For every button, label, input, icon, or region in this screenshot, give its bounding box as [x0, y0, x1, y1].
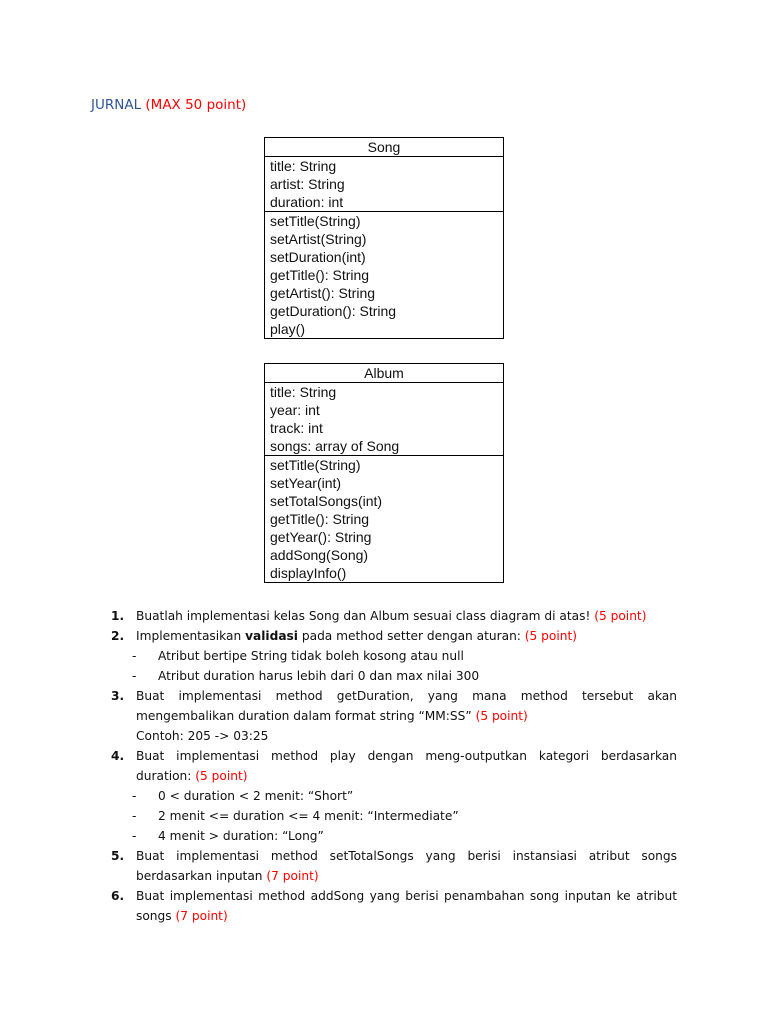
class-method: getTitle(): String [270, 267, 370, 283]
task-subitem [111, 786, 677, 806]
bullet-dash: - [132, 829, 137, 843]
task-list [111, 606, 677, 926]
task-number: 2. [111, 629, 125, 643]
bullet-dash: - [132, 809, 137, 823]
subitem-text: 0 < duration < 2 menit: “Short” [158, 789, 354, 803]
class-attribute: artist: String [270, 176, 345, 192]
class-method: setTitle(String) [270, 213, 361, 229]
task-points: (5 point) [195, 769, 248, 783]
task-text: Buat implementasi method addSong yang berisi penambahan song inputan ke atribut songs [136, 889, 677, 923]
class-attribute: title: String [270, 158, 337, 174]
task-item [111, 746, 677, 786]
class-name: Album [265, 364, 503, 383]
task-text: Buatlah implementasi kelas Song dan Album sesuai class diagram di atas! [136, 609, 591, 623]
task-text-continued: pada method setter dengan aturan: [301, 629, 521, 643]
task-text: Implementasikan [136, 629, 242, 643]
task-points: (7 point) [175, 909, 228, 923]
class-attribute: title: String [270, 384, 337, 400]
class-method: getYear(): String [270, 529, 372, 545]
task-keyword: validasi [245, 629, 298, 643]
task-subitem [111, 806, 677, 826]
task-text: Buat implementasi method setTotalSongs yang berisi instansiasi atribut songs berdasarkan inputan [136, 849, 677, 883]
subitem-text: 2 menit <= duration <= 4 menit: “Intermediate” [158, 809, 459, 823]
task-points: (5 point) [475, 709, 528, 723]
max-points: (MAX 50 point) [145, 97, 247, 113]
class-method: addSong(Song) [270, 547, 369, 563]
task-item [111, 886, 677, 926]
task-number: 5. [111, 849, 125, 863]
task-subitem [111, 646, 677, 666]
class-attribute: year: int [270, 402, 320, 418]
subitem-text: Atribut bertipe String tidak boleh kosong atau null [158, 649, 464, 663]
task-number: 1. [111, 609, 125, 623]
bullet-dash: - [132, 669, 137, 683]
task-points: (5 point) [594, 609, 647, 623]
album-class-diagram [264, 363, 504, 583]
subitem-text: 4 menit > duration: “Long” [158, 829, 324, 843]
subitem-text: Atribut duration harus lebih dari 0 dan max nilai 300 [158, 669, 480, 683]
class-method: setArtist(String) [270, 231, 367, 247]
task-example: Contoh: 205 -> 03:25 [136, 729, 269, 743]
class-method: setYear(int) [270, 475, 342, 491]
task-text: Buat implementasi method play dengan meng-outputkan kategori berdasarkan duration: [136, 749, 677, 783]
bullet-dash: - [132, 649, 137, 663]
class-method: setDuration(int) [270, 249, 366, 265]
class-attributes [265, 383, 503, 456]
task-number: 3. [111, 689, 125, 703]
class-attributes [265, 157, 503, 212]
class-method: displayInfo() [270, 565, 347, 581]
bullet-dash: - [132, 789, 137, 803]
page-title [91, 97, 246, 113]
task-points: (5 point) [524, 629, 578, 643]
class-methods [265, 212, 503, 338]
class-method: play() [270, 321, 306, 337]
class-method: setTotalSongs(int) [270, 493, 383, 509]
class-method: getTitle(): String [270, 511, 370, 527]
class-method: getDuration(): String [270, 303, 397, 319]
class-attribute: songs: array of Song [270, 438, 400, 454]
task-subitem [111, 826, 677, 846]
task-points: (7 point) [266, 869, 319, 883]
journal-label: JURNAL [91, 97, 142, 113]
class-methods [265, 456, 503, 582]
class-method: setTitle(String) [270, 457, 361, 473]
task-item [111, 626, 677, 646]
task-number: 4. [111, 749, 125, 763]
class-name: Song [265, 138, 503, 157]
task-item [111, 686, 677, 726]
task-item [111, 846, 677, 886]
song-class-diagram [264, 137, 504, 339]
class-method: getArtist(): String [270, 285, 376, 301]
task-item [111, 606, 677, 626]
task-text: Buat implementasi method getDuration, yang mana method tersebut akan mengembalikan duration dalam format string “MM:SS” [136, 689, 677, 723]
class-attribute: track: int [270, 420, 323, 436]
task-number: 6. [111, 889, 125, 903]
class-attribute: duration: int [270, 194, 344, 210]
task-subitem [111, 666, 677, 686]
